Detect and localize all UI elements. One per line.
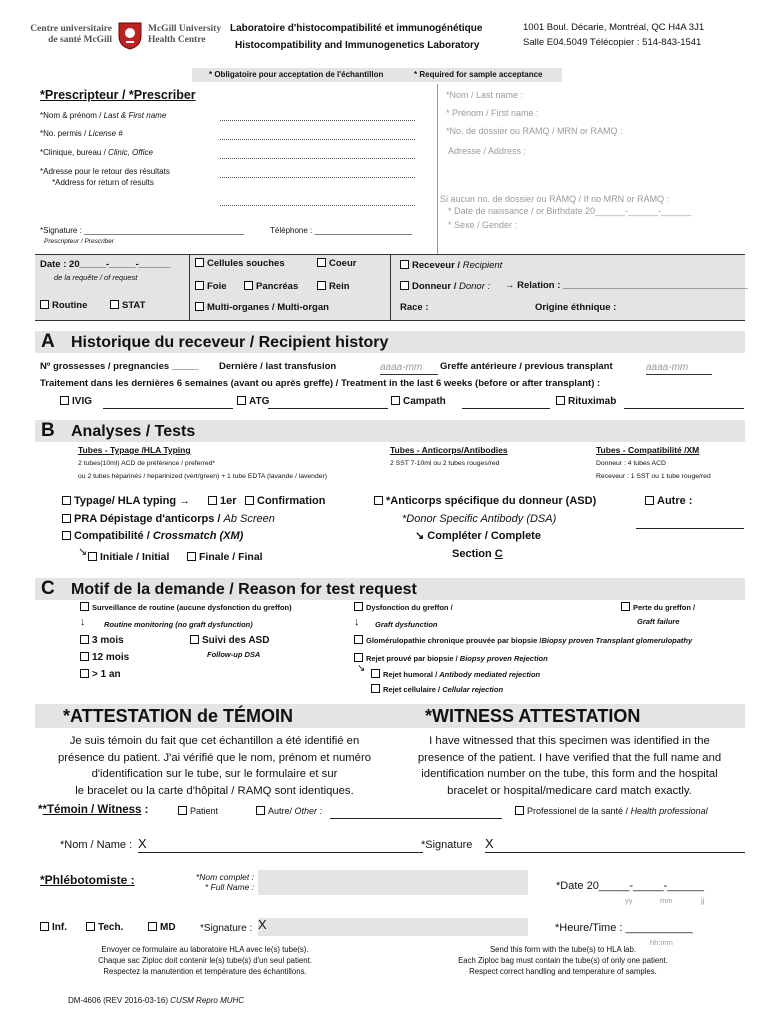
prescriber-name-field[interactable] (220, 120, 415, 121)
dsa-label: *Donor Specific Antibody (DSA) (402, 513, 557, 525)
witness-label: **Témoin / Witness : (38, 804, 149, 816)
tubes-xm-title: Tubes - Compatibilité /XM (596, 445, 700, 455)
prescriber-clinic-label: *Clinique, bureau / Clinic, Office (40, 148, 153, 157)
recipient-checkbox[interactable]: Receveur / Recipient (400, 260, 502, 272)
tubes-typing-line2: ou 2 tubes héparinés / heparinized (vert/green) + 1 tube EDTA (lavande / lavender) (78, 473, 328, 480)
prescriber-signature-field[interactable]: *Signature : ____________________________________ (40, 226, 245, 235)
rituximab-checkbox[interactable]: Rituximab (556, 396, 616, 408)
ivig-checkbox[interactable]: IVIG (60, 396, 92, 408)
cellular-rejection-checkbox[interactable]: Rejet cellulaire / Cellular rejection (371, 684, 503, 695)
multi-organ-checkbox[interactable]: Multi-organes / Multi-organ (195, 302, 329, 314)
witness-professional-checkbox[interactable]: Professionel de la santé / Health professional (515, 806, 708, 816)
tubes-typing-title: Tubes - Typage /HLA Typing (78, 445, 191, 455)
logo-block (30, 24, 220, 50)
previous-transplant-label: Greffe antérieure / previous transplant (440, 361, 613, 372)
phlebotomist-signature-label: *Signature : (200, 923, 253, 934)
prescriber-name-label: *Nom & prénom / Last & First name (40, 111, 167, 120)
asd-checkbox[interactable]: *Anticorps spécifique du donneur (ASD) (374, 495, 596, 508)
logo-en-text: McGill University Health Centre (148, 24, 222, 45)
prescriber-clinic-field[interactable] (220, 158, 415, 159)
prescriber-license-field[interactable] (220, 139, 415, 140)
xm-final-checkbox[interactable]: Finale / Final (187, 551, 263, 563)
witness-patient-checkbox[interactable]: Patient (178, 806, 218, 816)
xm-initial-checkbox[interactable]: Initiale / Initial (88, 551, 169, 563)
md-checkbox[interactable]: MD (148, 922, 176, 934)
dsa-followup-checkbox[interactable]: Suivi des ASD (190, 635, 269, 647)
nurse-checkbox[interactable]: Inf. (40, 922, 67, 934)
tubes-xm-line1: Donneur : 4 tubes ACD (596, 460, 666, 467)
lab-name-fr: Laboratoire d'histocompatibilité et immunogénétique (230, 23, 483, 34)
previous-transplant-field[interactable]: aaaa-mm (646, 362, 712, 375)
pancreas-checkbox[interactable]: Pancréas (244, 281, 298, 293)
phlebotomist-name-field[interactable] (258, 870, 528, 895)
atg-field[interactable] (268, 408, 388, 409)
time-hint: hh:mm (650, 938, 673, 947)
last-transfusion-field[interactable]: aaaa-mm (380, 362, 438, 375)
phlebotomist-signature-field[interactable]: X (258, 918, 528, 936)
phlebotomist-date-field[interactable]: *Date 20_____-_____-______ (556, 880, 705, 892)
12-months-checkbox[interactable]: 12 mois (80, 652, 129, 664)
return-address-fr: *Adresse pour le retour des résultats (40, 167, 170, 176)
witness-other-checkbox[interactable]: Autre/ Other : (256, 806, 322, 816)
lab-fax: Salle E04.5049 Télécopier : 514-843-1541 (523, 37, 702, 48)
patient-address: Adresse / Address : (448, 146, 527, 156)
footer-instructions-fr: Envoyer ce formulaire au laboratoire HLA avec le(s) tube(s). Chaque sac Ziploc doit contenir le(s) tube(s) d'un seul patient. Respectez la manutention et température des échantillons. (98, 945, 312, 976)
graft-failure-checkbox[interactable]: Perte du greffon / (621, 602, 695, 613)
witness-text-fr: Je suis témoin du fait que cet échantillon a été identifié en présence du patient. J'ai vérifié que le nom, prénom et numéro d'identification sur le tube, sur le formulaire et sur le bracelet ou la carte d'hôpital / RAMQ sont identiques. (58, 735, 371, 797)
prescriber-signature-sub: Prescripteur / Prescriber (44, 238, 115, 245)
1-year-checkbox[interactable]: > 1 an (80, 669, 121, 681)
witness-text-en: I have witnessed that this specimen was identified in the presence of the patient. I have verified that the full name and identification number on the tube, this form and the hospital bracelet or hospital/medicare card match exactly. (417, 735, 722, 797)
campath-checkbox[interactable]: Campath (391, 396, 446, 408)
ethnic-origin-field[interactable]: Origine éthnique : (535, 302, 617, 313)
graft-failure-label: Graft failure (637, 617, 680, 626)
last-transfusion-label: Dernière / last transfusion (219, 361, 337, 372)
phlebotomist-label: *Phlébotomiste : (40, 873, 135, 887)
patient-id-box[interactable] (437, 84, 745, 254)
no-mrn-note: Si aucun no. de dossier ou RAMQ / If no MRN or RAMQ : (440, 194, 670, 204)
treatment-label: Traitement dans les dernières 6 semaines (avant ou après greffe) / Treatment in the last 6 weeks (before or after transplant) : (40, 378, 601, 389)
witness-signature-label: *Signature (421, 839, 473, 851)
full-name-label: *Nom complet : * Full Name : (195, 872, 254, 892)
glomerulopathy-checkbox[interactable]: Glomérulopathie chronique prouvée par biopsie /Biopsy proven Transplant glomerulopathy (354, 635, 692, 646)
tubes-antibodies-line1: 2 SST 7-10ml ou 2 tubes rouges/red (390, 460, 500, 467)
lab-name-en: Histocompatibility and Immunogenetics Laboratory (235, 40, 480, 51)
arrow-down-icon: ↓ (80, 616, 86, 628)
patient-mrn: *No. de dossier ou RAMQ / MRN or RAMQ : (446, 126, 623, 136)
routine-monitoring-label: Routine monitoring (no graft dysfunction) (104, 620, 253, 629)
dsa-followup-label: Follow-up DSA (207, 650, 261, 659)
muhc-shield-icon (116, 20, 144, 50)
section-a-header: A Historique du receveur / Recipient history (35, 331, 745, 353)
relation-field[interactable]: → Relation : ___________________________________ (505, 280, 748, 291)
arrow-down-icon: ↓ (354, 616, 360, 628)
return-address-field-1[interactable] (220, 177, 415, 178)
routine-checkbox[interactable]: Routine (40, 300, 87, 312)
date-mm-hint: mm (660, 896, 673, 905)
divider (189, 254, 190, 321)
other-test-checkbox[interactable]: Autre : (645, 495, 692, 508)
pregnancies-field[interactable]: Nº grossesses / pregnancies _____ (40, 361, 199, 372)
ivig-field[interactable] (103, 408, 233, 409)
3-months-checkbox[interactable]: 3 mois (80, 635, 124, 647)
arrow-down-right-icon: ↘ (357, 663, 366, 674)
date-yy-hint: yy (625, 896, 633, 905)
graft-dysfunction-checkbox[interactable]: Dysfonction du greffon / (354, 602, 453, 613)
return-address-en: *Address for return of results (52, 178, 154, 187)
patient-birthdate: * Date de naissance / or Birthdate 20______-______-______ (448, 206, 692, 216)
routine-surveillance-checkbox[interactable]: Surveillance de routine (aucune dysfonction du greffon) (80, 602, 292, 613)
logo-fr-text: Centre universitaire de santé McGill (30, 24, 112, 45)
phlebotomist-time-field[interactable]: *Heure/Time : ___________ (555, 922, 693, 934)
section-b-header: B Analyses / Tests (35, 420, 745, 442)
rituximab-field[interactable] (624, 408, 744, 409)
tubes-xm-line2: Receveur : 1 SST ou 1 tube rouge/red (596, 473, 711, 480)
witness-signature-field[interactable]: X (485, 837, 745, 853)
other-test-field[interactable] (636, 528, 744, 529)
complete-section-c: ↘ Compléter / Complete (415, 530, 541, 542)
humoral-rejection-checkbox[interactable]: Rejet humoral / Antibody mediated rejection (371, 669, 540, 680)
kidney-checkbox[interactable]: Rein (317, 281, 350, 293)
atg-checkbox[interactable]: ATG (237, 396, 269, 408)
first-typing-checkbox[interactable]: 1er (208, 495, 237, 508)
biopsy-rejection-checkbox[interactable]: Rejet prouvé par biopsie / Biopsy proven Rejection (354, 653, 548, 664)
return-address-field-2[interactable] (220, 205, 415, 206)
campath-field[interactable] (462, 408, 550, 409)
tubes-antibodies-title: Tubes - Anticorps/Antibodies (390, 445, 508, 455)
pra-checkbox[interactable]: PRA Dépistage d'anticorps / Ab Screen (62, 513, 275, 526)
witness-name-field[interactable]: X (138, 837, 423, 853)
form-code: DM-4606 (REV 2016-03-16) CUSM Repro MUHC (68, 996, 245, 1005)
graft-dysfunction-label: Graft dysfunction (375, 620, 438, 629)
prescriber-license-label: *No. permis / License # (40, 129, 123, 138)
footer-instructions-en: Send this form with the tube(s) to HLA lab. Each Ziploc bag must contain the tube(s) of only one patient. Respect correct handling and temperature of samples. (458, 945, 668, 976)
patient-first-name: * Prénom / First name : (446, 108, 539, 118)
prescriber-phone-field[interactable]: Téléphone : ______________________ (270, 226, 413, 235)
race-field[interactable]: Race : (400, 302, 429, 313)
stem-cells-checkbox[interactable]: Cellules souches (195, 258, 285, 270)
witness-other-field[interactable] (330, 818, 502, 819)
request-date-sub: de la requête / of request (54, 273, 138, 282)
tubes-typing-line1: 2 tubes(10ml) ACD de préférence / preferred* (78, 460, 216, 467)
hla-typing-checkbox[interactable]: Typage/ HLA typing → (62, 495, 190, 508)
witness-name-label: *Nom / Name : (60, 839, 133, 851)
date-jj-hint: jj (701, 896, 705, 905)
donor-checkbox[interactable]: Donneur / Donor : (400, 281, 490, 293)
patient-gender: * Sexe / Gender : (448, 220, 518, 230)
patient-last-name: *Nom / Last name : (446, 90, 524, 100)
lab-address: 1001 Boul. Décarie, Montréal, QC H4A 3J1 (523, 22, 705, 33)
crossmatch-checkbox[interactable]: Compatibilité / Crossmatch (XM) (62, 530, 243, 543)
request-date-field[interactable]: Date : 20_____-_____-______ (40, 259, 171, 270)
section-c-ref: Section C (452, 548, 503, 560)
arrow-down-right-icon: ↘ (78, 546, 88, 558)
confirmation-checkbox[interactable]: Confirmation (245, 495, 325, 508)
witness-header: *ATTESTATION de TÉMOIN *WITNESS ATTESTATION (35, 704, 745, 728)
stat-checkbox[interactable]: STAT (110, 300, 145, 312)
section-c-header: C Motif de la demande / Reason for test request (35, 578, 745, 600)
heart-checkbox[interactable]: Coeur (317, 258, 356, 270)
divider (390, 254, 391, 321)
required-banner: * Obligatoire pour acceptation de l'échantillon * Required for sample acceptance (192, 68, 562, 82)
liver-checkbox[interactable]: Foie (195, 281, 227, 293)
tech-checkbox[interactable]: Tech. (86, 922, 123, 934)
prescriber-title: *Prescripteur / *Prescriber (40, 88, 196, 102)
